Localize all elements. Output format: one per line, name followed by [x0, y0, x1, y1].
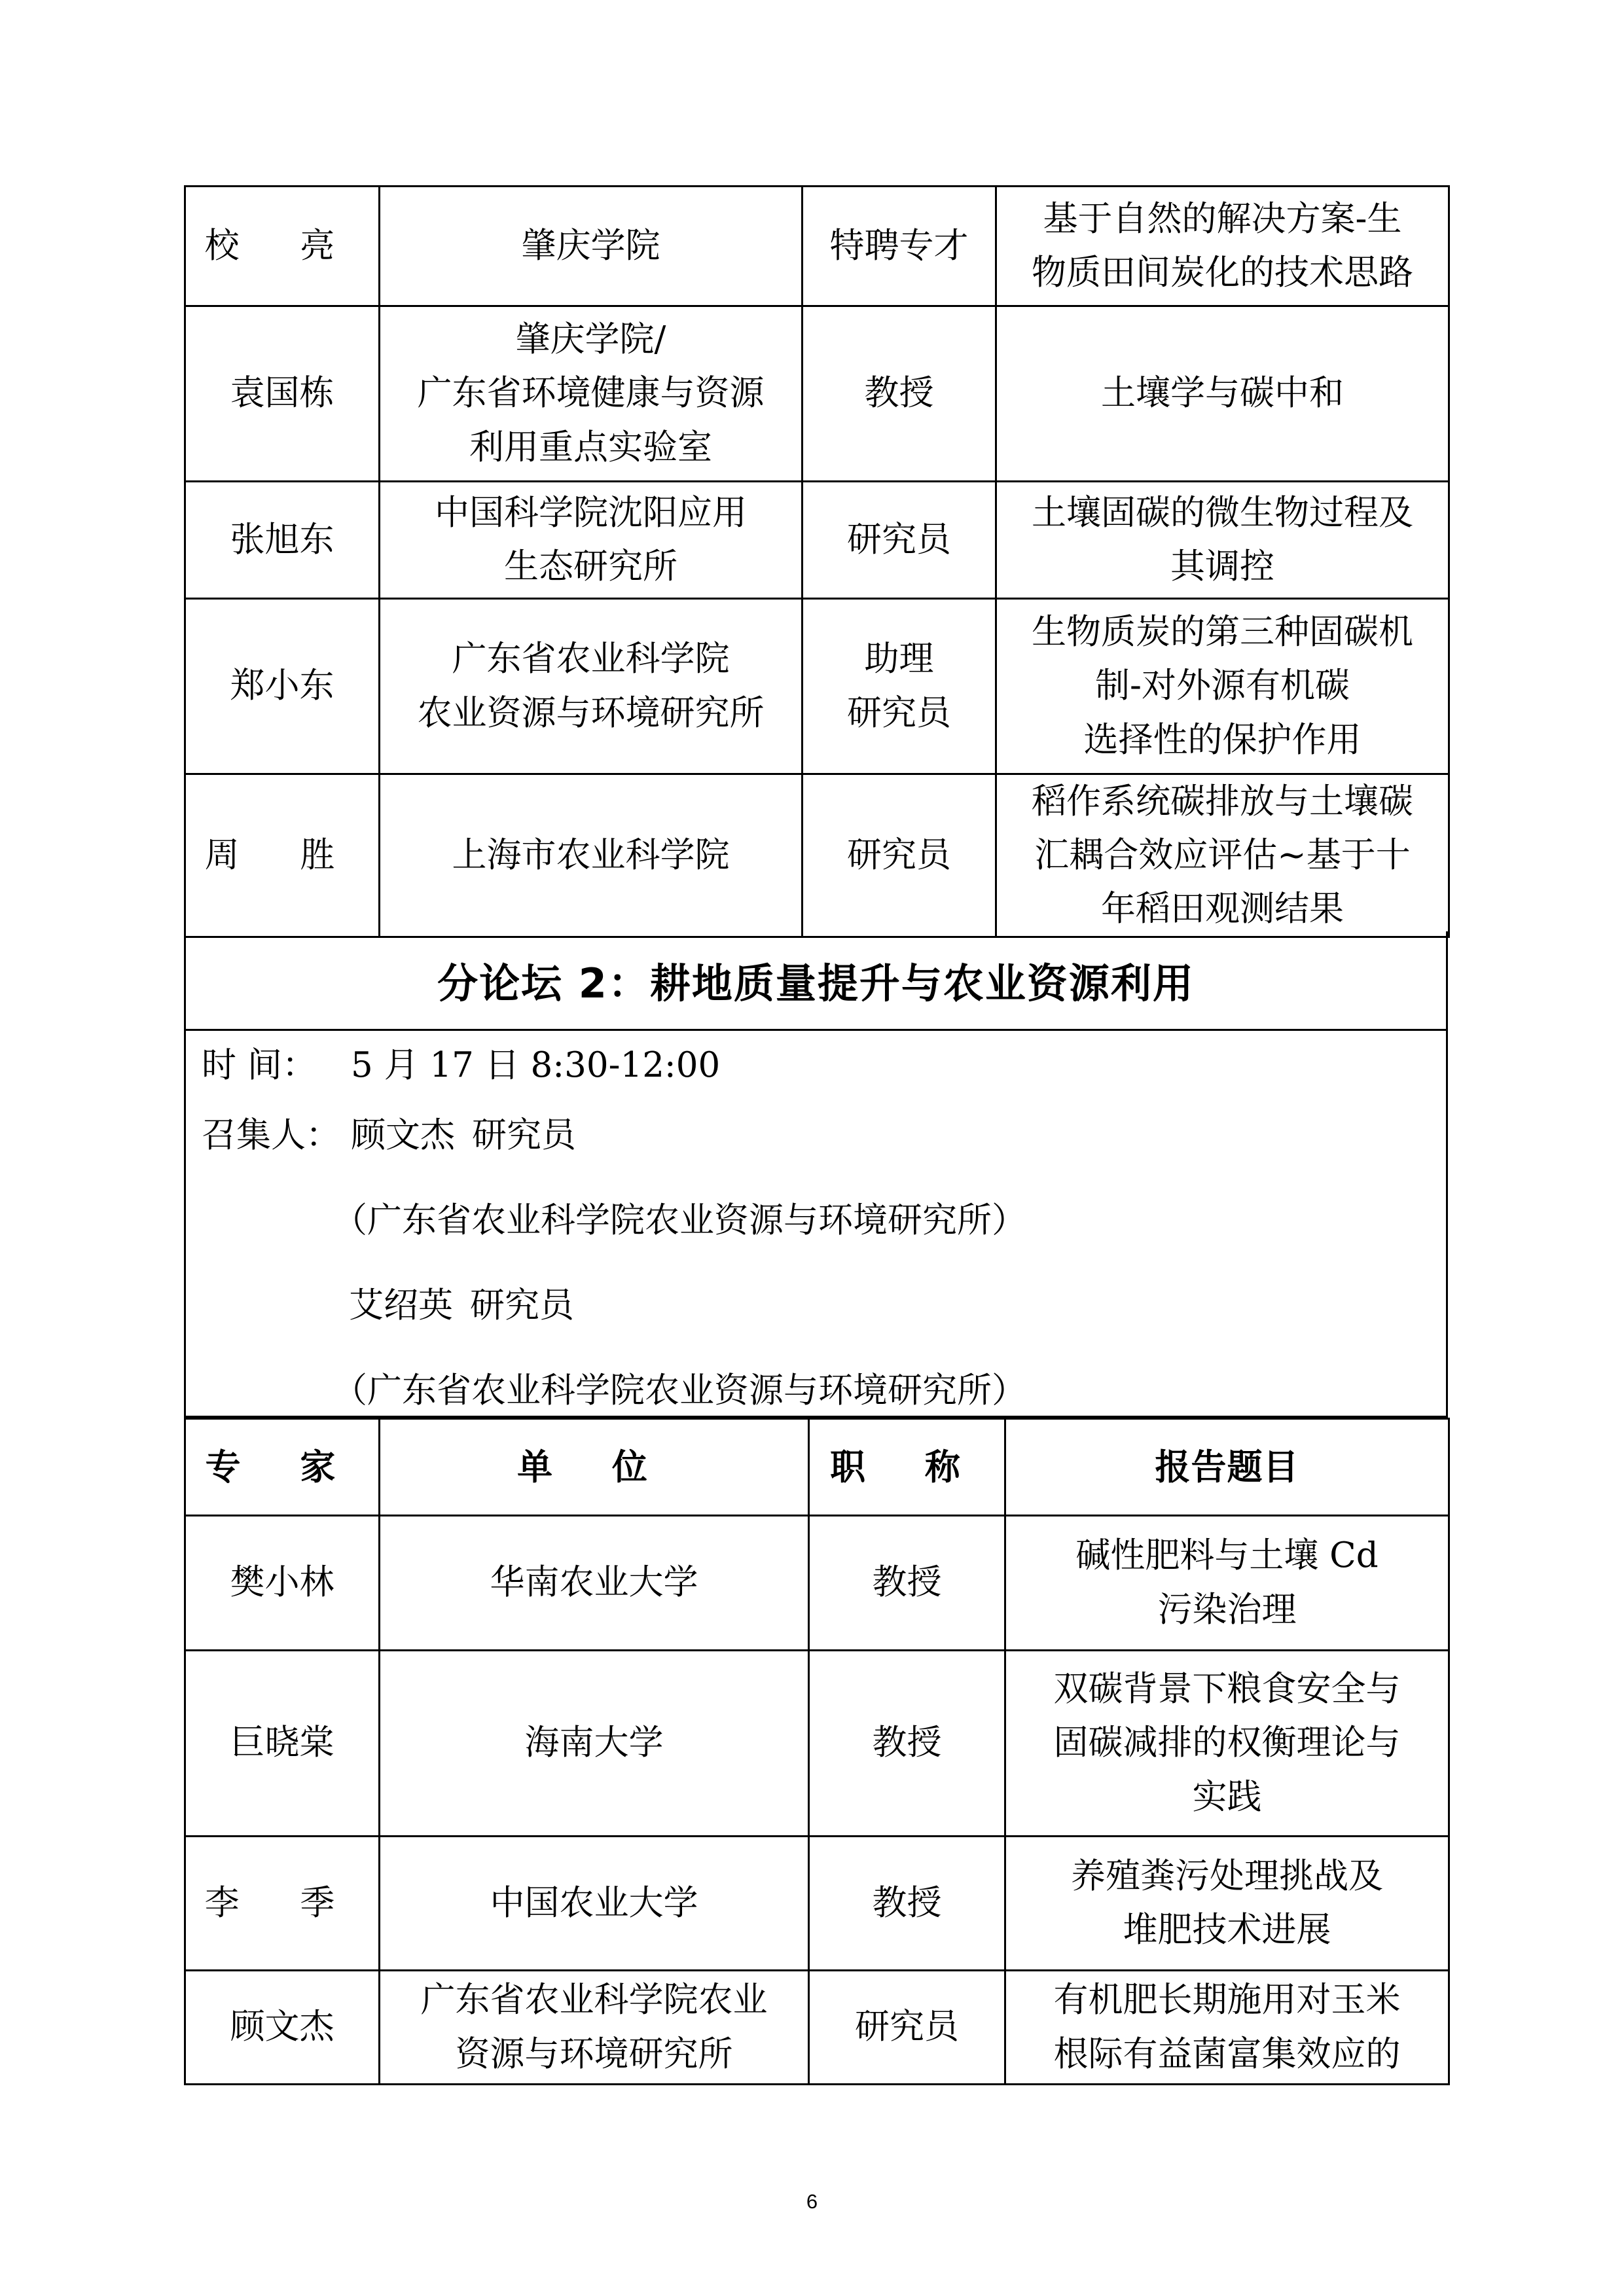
expert-unit: 中国科学院沈阳应用 生态研究所 — [380, 482, 803, 599]
page-number: 6 — [806, 2190, 818, 2213]
convener-affiliation: （广东省农业科学院农业资源与环境研究所） — [333, 1370, 1026, 1410]
table-row — [185, 306, 1449, 482]
expert-title: 教授 — [809, 1516, 1005, 1651]
expert-title: 助理 研究员 — [803, 599, 996, 774]
forum-title: 分论坛 2：耕地质量提升与农业资源利用 — [184, 931, 1448, 1031]
expert-unit: 广东省农业科学院农业 资源与环境研究所 — [380, 1971, 809, 2085]
report-topic: 生物质炭的第三种固碳机 制-对外源有机碳 选择性的保护作用 — [996, 599, 1449, 774]
table-row — [185, 187, 1449, 306]
expert-unit: 海南大学 — [380, 1651, 809, 1837]
expert-name: 袁国栋 — [185, 306, 380, 482]
table-row — [185, 1837, 1449, 1971]
expert-unit: 华南农业大学 — [380, 1516, 809, 1651]
expert-name: 樊小林 — [185, 1516, 380, 1651]
expert-unit: 肇庆学院/ 广东省环境健康与资源 利用重点实验室 — [380, 306, 803, 482]
expert-unit: 广东省农业科学院 农业资源与环境研究所 — [380, 599, 803, 774]
expert-title: 教授 — [809, 1651, 1005, 1837]
meeting-info — [184, 1031, 1448, 1418]
expert-title: 教授 — [809, 1837, 1005, 1971]
expert-title: 特聘专才 — [803, 187, 996, 306]
expert-name: 巨晓棠 — [185, 1651, 380, 1837]
expert-title: 教授 — [803, 306, 996, 482]
header-unit: 单 位 — [380, 1419, 809, 1516]
header-expert: 专 家 — [185, 1419, 380, 1516]
table-row — [185, 1516, 1449, 1651]
header-topic: 报告题目 — [1005, 1419, 1449, 1516]
table-row — [185, 599, 1449, 774]
expert-title: 研究员 — [803, 774, 996, 937]
convener-name: 顾文杰 — [351, 1115, 455, 1155]
time-value: 5 月 17 日 8:30-12:00 — [351, 1045, 721, 1085]
report-topic: 基于自然的解决方案-生 物质田间炭化的技术思路 — [996, 187, 1449, 306]
expert-unit: 肇庆学院 — [380, 187, 803, 306]
expert-name: 顾文杰 — [185, 1971, 380, 2085]
report-topic: 有机肥长期施用对玉米 根际有益菌富集效应的 — [1005, 1971, 1449, 2085]
table-row — [185, 1971, 1449, 2085]
convener-line — [202, 1263, 1446, 1348]
table-header-row — [185, 1419, 1449, 1516]
report-topic: 碱性肥料与土壤 Cd 污染治理 — [1005, 1516, 1449, 1651]
forum-2-section — [184, 931, 1448, 1418]
report-topic: 土壤学与碳中和 — [996, 306, 1449, 482]
expert-unit: 中国农业大学 — [380, 1837, 809, 1971]
header-title: 职 称 — [809, 1419, 1005, 1516]
time-label: 时 间： — [202, 1045, 317, 1085]
convener-name: 艾绍英 — [349, 1285, 453, 1325]
speakers-table-bottom — [184, 1418, 1450, 2085]
time-line — [202, 1037, 1446, 1092]
expert-name: 李 季 — [185, 1837, 380, 1971]
expert-name: 校 亮 — [185, 187, 380, 306]
expert-title: 研究员 — [803, 482, 996, 599]
expert-name: 郑小东 — [185, 599, 380, 774]
report-topic: 双碳背景下粮食安全与 固碳减排的权衡理论与 实践 — [1005, 1651, 1449, 1837]
expert-unit: 上海市农业科学院 — [380, 774, 803, 937]
convener-affiliation-line — [202, 1177, 1446, 1263]
speakers-table-top — [184, 185, 1450, 938]
table-row — [185, 774, 1449, 937]
convener-affiliation: （广东省农业科学院农业资源与环境研究所） — [333, 1200, 1026, 1240]
expert-name: 张旭东 — [185, 482, 380, 599]
convener-title: 研究员 — [472, 1115, 576, 1155]
expert-title: 研究员 — [809, 1971, 1005, 2085]
report-topic: 土壤固碳的微生物过程及 其调控 — [996, 482, 1449, 599]
report-topic: 稻作系统碳排放与土壤碳 汇耦合效应评估~基于十 年稻田观测结果 — [996, 774, 1449, 937]
table-row — [185, 482, 1449, 599]
report-topic: 养殖粪污处理挑战及 堆肥技术进展 — [1005, 1837, 1449, 1971]
convener-line — [202, 1092, 1446, 1177]
convener-label: 召集人： — [202, 1115, 340, 1155]
expert-name: 周 胜 — [185, 774, 380, 937]
convener-title: 研究员 — [470, 1285, 574, 1325]
table-row — [185, 1651, 1449, 1837]
